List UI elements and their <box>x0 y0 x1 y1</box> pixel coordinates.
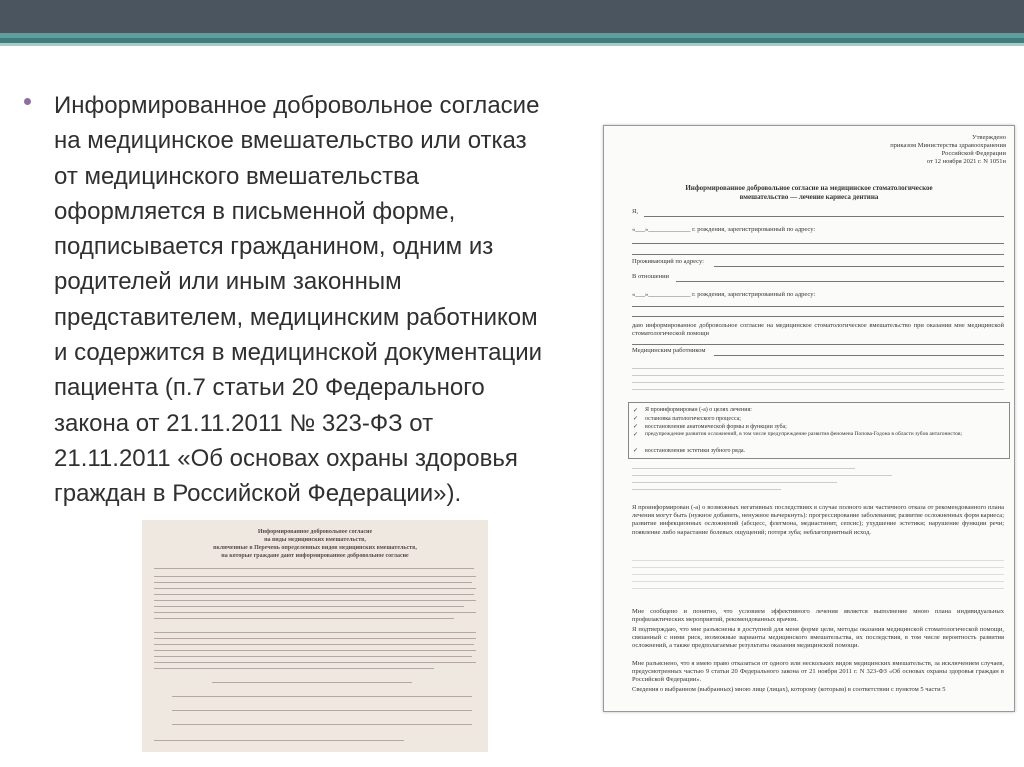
scan-line <box>154 606 464 607</box>
checklist-item: восстановление эстетики зубного ряда. <box>645 448 746 454</box>
checklist-item: остановка патологического процесса; <box>645 416 741 422</box>
bullet-line: граждан в Российской Федерации»). <box>54 480 462 508</box>
title-bar <box>0 0 1024 33</box>
form-line <box>632 254 1004 255</box>
scan-line <box>154 638 476 639</box>
scan-line <box>154 594 474 595</box>
scan-line <box>154 740 404 741</box>
field-label: В отношении <box>632 273 670 280</box>
scan-line <box>154 576 476 577</box>
scan-line <box>154 662 476 663</box>
consent-statement: даю информированное добровольное согласие на медицинское стоматологическое вмешательство при оказании мне медицинской стоматологической помощи <box>632 322 1004 338</box>
form-line <box>676 281 1004 282</box>
form-title: Информированное добровольное согласие на медицинское стоматологическое вмешательство — лечение кариеса дентина <box>685 184 933 201</box>
bullet-line: пациента (п.7 статьи 20 Федерального <box>54 374 485 402</box>
faded-text-block <box>632 362 1004 400</box>
checkmark-icon: ✓ ✓ ✓ ✓ ✓ <box>633 408 639 454</box>
bullet-line: от медицинского вмешательства <box>54 162 419 190</box>
checklist-title: Я проинформирован (-а) о целях лечения: <box>645 407 752 413</box>
negative-consequences-text: Я проинформирован (-а) о возможных негативных последствиях в случае полного или частичного отказа от рекомендованного плана лечения могут быть (нужное добавить, ненужное вычеркнуть): прогрессирование заболевания; развитие осложненных форм кариеса; развитие инфекционных осложнений (абсцесс, флегмона, медиастинит, сепсис); ухудшение эстетики; нарушение функции речи; появление либо нарастание болевых ощущений; потеря зуба; неблагоприятный исход. <box>632 504 1004 536</box>
consent-form-scan <box>142 520 488 752</box>
scan-line <box>154 600 476 601</box>
form-line <box>632 316 1004 317</box>
accent-stripe <box>0 43 1024 46</box>
scan-title: Информированное добровольное согласие на виды медицинских вмешательств, включенные в Перечень определенных видов медицинских вмешательств, на которые граждане дают информированное добровольное согласие <box>213 529 417 559</box>
form-line <box>644 216 1004 217</box>
form-line <box>632 306 1004 307</box>
bullet-icon <box>24 98 31 105</box>
scan-line <box>154 612 476 613</box>
scan-line <box>154 588 476 589</box>
scan-line <box>154 618 454 619</box>
checklist-item: предупреждение развития осложнений, в том числе предупреждение развития феномена Попова-Годона в области зубов антагонистов; <box>645 431 963 437</box>
form-line <box>714 266 1004 267</box>
scan-line <box>154 644 474 645</box>
scan-line <box>172 710 472 711</box>
scan-line <box>154 568 474 569</box>
conditions-text: Мне сообщено и понятно, что условием эффективного лечения является выполнение мною плана индивидуальных профилактических мероприятий, рекомендованных врачом. <box>632 608 1004 624</box>
refusal-right-text: Мне разъяснено, что я имею право отказаться от одного или нескольких видов медицинских вмешательств, за исключением случаев, предусмотренных частью 9 статьи 20 Федерального закона от 21 ноября 2011 г. N 323-ФЗ «Об основах охраны здоровья граждан в Российской Федерации». <box>632 660 1004 684</box>
approval-stamp-text: Утверждено приказом Министерства здравоохранения Российской Федерации от 12 ноября 2021 г. N 1051н <box>890 134 1006 165</box>
bullet-line: Информированное добровольное согласие <box>54 92 540 119</box>
bullet-line: закона от 21.11.2011 № 323-ФЗ от <box>54 409 434 437</box>
scan-line <box>154 582 472 583</box>
field-label: «___»_____________ г. рождения, зарегистрированный по адресу: <box>632 291 816 298</box>
bullet-text <box>54 88 602 512</box>
chosen-persons-text: Сведения о выбранном (выбранных) мною лице (лицах), которому (которым) в соответствии с пунктом 5 части 5 <box>632 686 946 693</box>
field-label: Проживающий по адресу: <box>632 258 704 265</box>
form-line <box>714 355 1004 356</box>
scan-line <box>172 724 472 725</box>
confirmation-text: Я подтверждаю, что мне разъяснены в доступной для меня форме цели, методы оказания медицинской стоматологической помощи, связанный с ними риск, возможные варианты медицинского вмешательства, их последствия, в том числе вероятность развития осложнений, а также предполагаемые результаты оказания медицинской помощи. <box>632 626 1004 650</box>
faded-text-block <box>632 554 1004 600</box>
bullet-line: на медицинское вмешательство или отказ <box>54 127 527 155</box>
form-line <box>632 344 1004 345</box>
bullet-line: подписывается гражданином, одним из <box>54 233 494 261</box>
bullet-line: оформляется в письменной форме, <box>54 197 456 225</box>
bullet-line: и содержится в медицинской документации <box>54 339 543 367</box>
scan-line <box>172 696 472 697</box>
field-label: Медицинским работником <box>632 347 706 354</box>
field-label: «___»_____________ г. рождения, зарегистрированный по адресу: <box>632 226 816 233</box>
goals-checklist-box <box>628 402 1010 459</box>
field-label: Я, <box>632 208 638 215</box>
scan-line <box>154 668 434 669</box>
bullet-line: родителей или иным законным <box>54 268 402 296</box>
scan-line <box>154 650 476 651</box>
scan-line <box>212 682 412 683</box>
faded-text-block <box>632 462 1004 498</box>
bullet-line: 21.11.2011 «Об основах охраны здоровья <box>54 444 518 472</box>
form-line <box>632 243 1004 244</box>
checklist-item: восстановление анатомической формы и функции зуба; <box>645 424 787 430</box>
consent-form-image <box>603 125 1015 712</box>
scan-line <box>154 656 472 657</box>
bullet-line: представителем, медицинским работником <box>54 303 538 331</box>
scan-line <box>154 632 476 633</box>
